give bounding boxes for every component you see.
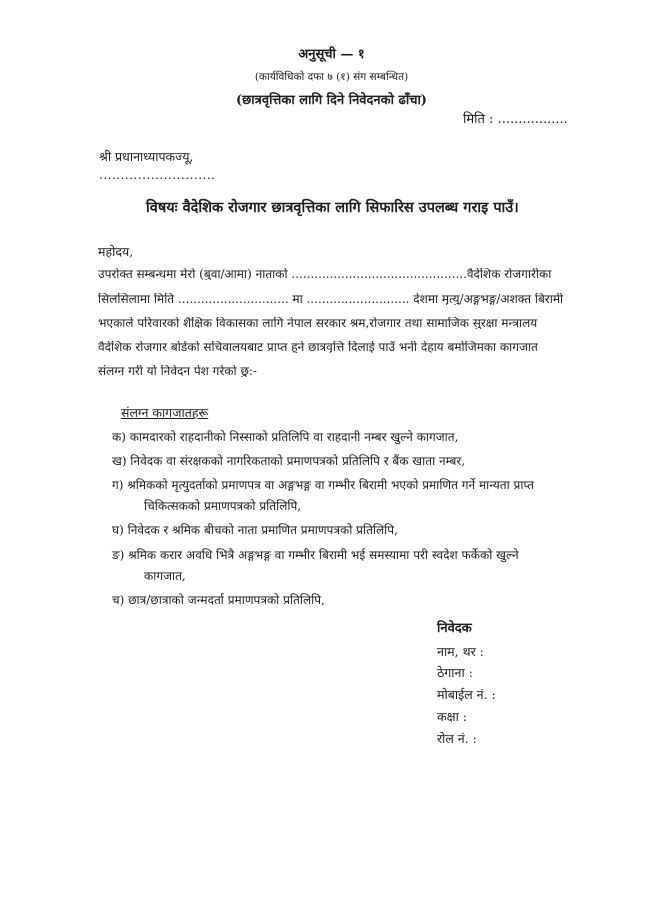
- recipient-line: श्री प्रधानाध्यापकज्यू,: [99, 149, 194, 164]
- applicant-mobile-field: मोबाईल नं. :: [437, 687, 496, 702]
- enclosure-item-continuation: कागजात,: [144, 569, 186, 583]
- enclosure-item-continuation: चिकित्सकको प्रमाणपत्रको प्रतिलिपि,: [144, 499, 302, 513]
- body-line-2: सिलसिलामा मिति ............................. मा ........................... देशमा मृत्यु/अङ्गभङ्ग/अशक्त बिरामी: [98, 293, 564, 305]
- annex-number: अनुसूची — १: [298, 47, 365, 62]
- recipient-dots: ...........................: [99, 168, 216, 182]
- form-heading: (छात्रवृत्तिका लागि दिने निवेदनको ढाँचा): [236, 93, 427, 108]
- enclosure-item: घ) निवेदक र श्रमिक बीचको नाता प्रमाणित प्रमाणपत्रको प्रतिलिपि,: [112, 523, 398, 537]
- enclosure-item: ख) निवेदक वा संरक्षकको नागरिकताको प्रमाणपत्रको प्रतिलिपि र बैंक खाता नम्बर,: [112, 454, 466, 468]
- applicant-name-field: नाम, थर :: [437, 644, 484, 659]
- subject-line: विषयः वैदेशिक रोजगार छात्रवृत्तिका लागि सिफारिस उपलब्ध गराइ पाउँ।: [146, 199, 519, 216]
- enclosure-item: ग) श्रमिकको मृत्युदर्ताको प्रमाणपत्र वा अङ्गभङ्ग वा गम्भीर बिरामी भएको प्रमाणित गर्ने मान्यता प्राप्त: [112, 478, 535, 492]
- applicant-class-field: कक्षा :: [437, 709, 467, 724]
- body-line-3: भएकाले परिवारको शैक्षिक विकासका लागि नेपाल सरकार श्रम,रोजगार तथा सामाजिक सुरक्षा मन्त्रालय: [98, 317, 538, 329]
- applicant-address-field: ठेगाना :: [437, 665, 473, 680]
- body-line-4: वैदेशिक रोजगार बोर्डको सचिवालयबाट प्राप्त हुने छात्रवृत्ति दिलाई पाउँ भनी देहाय बमोजिमका कागजात: [98, 341, 538, 353]
- enclosure-item: ङ) श्रमिक करार अवधि भित्रै अङ्गभङ्ग वा गम्भीर बिरामी भई समस्यामा परी स्वदेश फर्केको खुल्ने: [112, 548, 519, 562]
- enclosure-item: च) छात्र/छात्राको जन्मदर्ता प्रमाणपत्रको प्रतिलिपि,: [112, 593, 325, 607]
- body-line-1: उपरोक्त सम्बन्धमा मेरो (बुवा/आमा) नाताको ..............................................वैदेशिक रोजगारीका: [98, 268, 552, 280]
- enclosures-title: संलग्न कागजातहरू: [121, 405, 209, 420]
- salutation: महोदय,: [98, 244, 134, 259]
- body-line-5: संलग्न गरी यो निवेदन पेश गरेको छु:-: [98, 365, 257, 377]
- enclosure-item: क) कामदारको राहदानीको निस्साको प्रतिलिपि वा राहदानी नम्बर खुल्ने कागजात,: [112, 430, 459, 444]
- date-line: मिति : .................: [463, 112, 568, 127]
- applicant-roll-field: रोल नं. :: [437, 731, 477, 746]
- reference-clause: (कार्यविधिको दफा ७ (१) संग सम्बन्धित): [254, 71, 409, 83]
- applicant-title: निवेदक: [437, 621, 472, 636]
